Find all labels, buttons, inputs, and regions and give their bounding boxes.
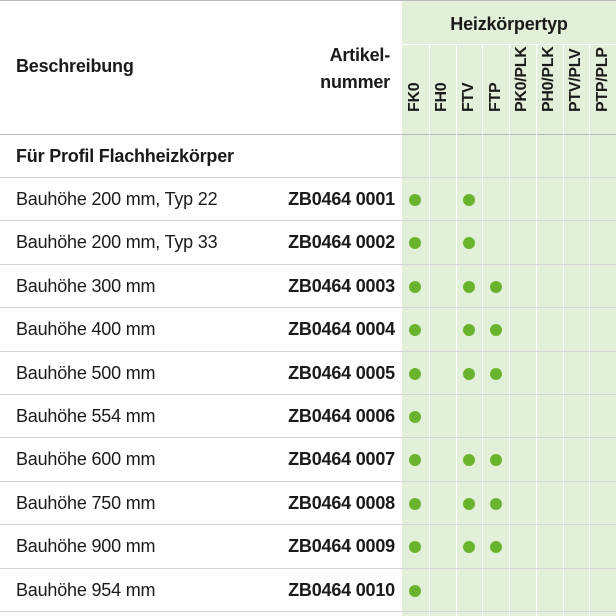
table-row	[0, 569, 616, 612]
row-divider	[0, 611, 616, 612]
availability-dot-ftv	[463, 368, 475, 380]
availability-dot-ftp	[490, 324, 502, 336]
row-description: Bauhöhe 400 mm	[16, 319, 156, 340]
table-row	[0, 395, 616, 438]
availability-dot-fk0	[409, 324, 421, 336]
header-artikel-line2: nummer	[320, 72, 390, 92]
availability-dot-fk0	[409, 454, 421, 466]
header-beschreibung: Beschreibung	[16, 56, 134, 76]
row-description: Bauhöhe 954 mm	[16, 579, 156, 600]
type-header	[509, 44, 536, 130]
availability-dot-fk0	[409, 411, 421, 423]
type-header-label: FH0	[433, 82, 451, 112]
availability-dot-ftv	[463, 237, 475, 249]
availability-dot-ftv	[463, 454, 475, 466]
availability-dot-ftp	[490, 368, 502, 380]
row-description: Bauhöhe 554 mm	[16, 406, 156, 426]
row-artikelnummer: ZB0464 0010	[288, 579, 395, 600]
availability-dot-fk0	[409, 368, 421, 380]
availability-dot-ftv	[463, 324, 475, 336]
type-header-label: FTV	[459, 82, 477, 112]
row-description: Bauhöhe 200 mm, Typ 22	[16, 189, 218, 209]
availability-dot-ftv	[463, 194, 475, 206]
row-description: Bauhöhe 600 mm	[16, 449, 156, 470]
type-header	[456, 44, 483, 130]
table-row	[0, 308, 616, 351]
type-header-label: PTV/PLV	[566, 48, 584, 112]
header-heizkoerpertyp: Heizkörpertyp	[450, 14, 568, 34]
availability-dot-fk0	[409, 498, 421, 510]
availability-dot-ftv	[463, 281, 475, 293]
availability-dot-ftv	[463, 498, 475, 510]
type-header	[536, 44, 563, 130]
table-row	[0, 178, 616, 221]
table-row	[0, 265, 616, 308]
row-artikelnummer: ZB0464 0005	[288, 362, 395, 383]
availability-dot-fk0	[409, 194, 421, 206]
row-artikelnummer: ZB0464 0006	[288, 406, 395, 426]
availability-dot-ftp	[490, 541, 502, 553]
row-artikelnummer: ZB0464 0007	[288, 449, 395, 470]
availability-dot-ftp	[490, 454, 502, 466]
type-header	[589, 44, 616, 130]
row-artikelnummer: ZB0464 0009	[288, 536, 395, 557]
table-row	[0, 482, 616, 525]
header-artikelnummer	[290, 42, 390, 96]
row-description: Bauhöhe 750 mm	[16, 492, 156, 513]
availability-dot-fk0	[409, 541, 421, 553]
row-artikelnummer: ZB0464 0004	[288, 319, 395, 340]
row-description: Bauhöhe 200 mm, Typ 33	[16, 232, 218, 253]
header-artikel-line1: Artikel-	[329, 45, 390, 65]
type-header-label: PTP/PLP	[593, 47, 611, 112]
row-artikelnummer: ZB0464 0002	[288, 232, 395, 253]
section-title: Für Profil Flachheizkörper	[16, 146, 234, 166]
table-row	[0, 352, 616, 395]
type-header-label: PH0/PLK	[540, 46, 558, 112]
availability-dot-fk0	[409, 281, 421, 293]
availability-dot-ftv	[463, 541, 475, 553]
row-description: Bauhöhe 300 mm	[16, 275, 156, 296]
type-header	[429, 44, 456, 130]
availability-dot-ftp	[490, 281, 502, 293]
table-row	[0, 438, 616, 481]
header-divider	[0, 134, 616, 135]
row-description: Bauhöhe 500 mm	[16, 362, 156, 383]
availability-dot-fk0	[409, 237, 421, 249]
type-header	[402, 44, 429, 130]
type-header	[482, 44, 509, 130]
type-header	[563, 44, 590, 130]
type-header-label: PK0/PLK	[513, 46, 531, 112]
table-row	[0, 525, 616, 568]
row-description: Bauhöhe 900 mm	[16, 536, 156, 557]
table-top-border	[0, 0, 616, 1]
type-header-label: FTP	[486, 82, 504, 112]
type-header-label: FK0	[406, 82, 424, 112]
availability-dot-ftp	[490, 498, 502, 510]
row-artikelnummer: ZB0464 0001	[288, 189, 395, 209]
availability-dot-fk0	[409, 585, 421, 597]
row-artikelnummer: ZB0464 0008	[288, 492, 395, 513]
row-artikelnummer: ZB0464 0003	[288, 275, 395, 296]
table-row	[0, 221, 616, 264]
